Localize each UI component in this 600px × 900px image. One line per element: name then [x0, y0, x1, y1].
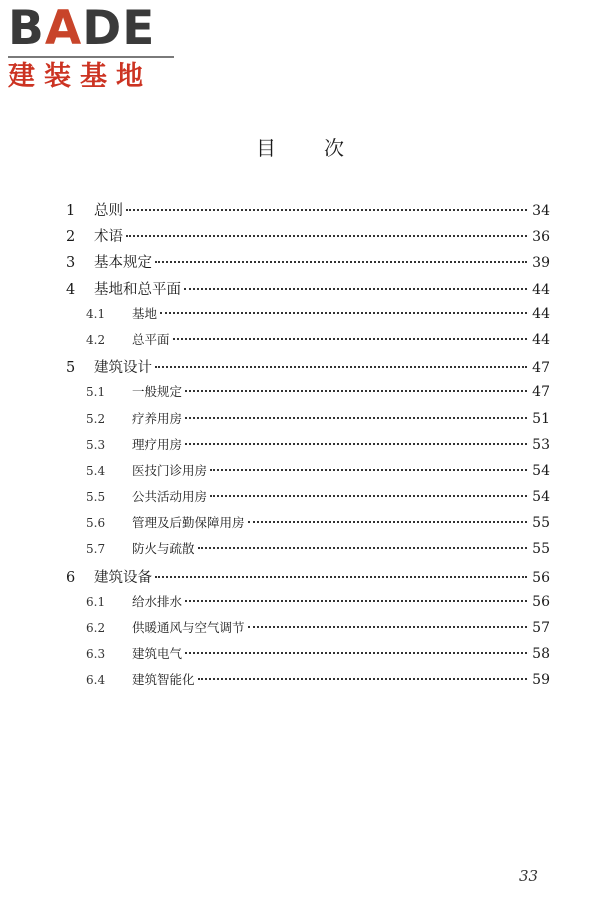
toc-section-title: 建筑智能化	[132, 672, 195, 688]
toc-leader-dots	[185, 443, 527, 445]
toc-subentry[interactable]	[66, 461, 550, 487]
toc-leader-dots	[248, 521, 527, 523]
toc-leader-dots	[198, 547, 527, 549]
toc-entry[interactable]	[66, 278, 550, 304]
toc-page-number: 47	[532, 384, 550, 401]
publisher-logo	[8, 1, 178, 94]
toc-leader-dots	[126, 209, 527, 211]
toc-leader-dots	[126, 235, 527, 237]
toc-subentry[interactable]	[66, 304, 550, 330]
toc-leader-dots	[155, 576, 527, 578]
toc-page-number: 53	[532, 436, 550, 453]
toc-page-number: 51	[532, 410, 550, 427]
toc-section-title: 建筑设备	[94, 569, 152, 586]
toc-section-number: 6.4	[86, 673, 106, 688]
toc-section-title: 防火与疏散	[132, 541, 195, 557]
logo-wordmark	[8, 1, 178, 56]
toc-section-title: 术语	[94, 229, 123, 246]
toc-section-title: 理疗用房	[132, 436, 183, 452]
toc-page-number: 54	[532, 489, 550, 506]
toc-section-number: 5.2	[86, 411, 106, 426]
toc-subentry[interactable]	[66, 618, 550, 644]
logo-letter-a: A	[44, 1, 83, 56]
toc-section-number: 5.7	[86, 542, 106, 557]
toc-subentry[interactable]	[66, 409, 550, 435]
toc-page-number: 58	[532, 646, 550, 663]
toc-subentry[interactable]	[66, 513, 550, 539]
toc-section-title: 一般规定	[132, 384, 183, 400]
logo-chinese-name: 建装基地	[8, 61, 152, 92]
toc-page-number: 56	[532, 593, 550, 610]
toc-section-title: 建筑电气	[132, 646, 183, 662]
toc-leader-dots	[155, 366, 527, 368]
toc-subentry[interactable]	[66, 435, 550, 461]
toc-leader-dots	[198, 678, 527, 680]
toc-leader-dots	[173, 338, 527, 340]
toc-page-number: 57	[532, 620, 550, 636]
toc-subentry[interactable]	[66, 592, 550, 618]
toc-section-number: 4	[66, 281, 76, 298]
toc-section-title: 供暖通风与空气调节	[132, 620, 245, 635]
logo-divider	[8, 56, 174, 58]
toc-section-title: 基地	[132, 305, 158, 321]
page-title: 目次	[256, 136, 392, 160]
toc-subentry[interactable]	[66, 670, 550, 696]
toc-entry[interactable]	[66, 225, 550, 251]
toc-page-number: 55	[532, 515, 550, 532]
toc-section-number: 2	[66, 229, 76, 246]
toc-section-title: 管理及后勤保障用房	[132, 515, 245, 531]
toc-page-number: 44	[532, 305, 550, 322]
toc-section-title: 疗养用房	[132, 410, 183, 426]
toc-section-number: 5.3	[86, 437, 106, 452]
toc-section-number: 3	[66, 255, 76, 272]
table-of-contents	[66, 199, 550, 697]
toc-subentry[interactable]	[66, 539, 550, 565]
page-number: 33	[519, 867, 539, 885]
toc-section-title: 总平面	[132, 331, 170, 347]
toc-entry[interactable]	[66, 356, 550, 382]
toc-section-number: 6	[66, 569, 76, 586]
toc-section-number: 1	[66, 203, 76, 219]
toc-leader-dots	[210, 495, 527, 497]
toc-subentry[interactable]	[66, 487, 550, 513]
toc-section-number: 6.2	[86, 621, 106, 635]
toc-section-title: 建筑设计	[94, 360, 152, 377]
toc-section-number: 4.2	[86, 332, 106, 347]
toc-section-title: 医技门诊用房	[132, 462, 208, 478]
toc-leader-dots	[185, 417, 527, 419]
toc-leader-dots	[160, 312, 527, 314]
toc-section-number: 5	[66, 360, 76, 377]
toc-page-number: 59	[532, 672, 550, 689]
toc-section-number: 6.3	[86, 647, 106, 662]
toc-leader-dots	[210, 469, 527, 471]
toc-section-title: 给水排水	[132, 593, 183, 609]
toc-subentry[interactable]	[66, 330, 550, 356]
logo-letters-de: DE	[82, 1, 156, 56]
toc-page-number: 56	[532, 569, 550, 586]
toc-subentry[interactable]	[66, 644, 550, 670]
toc-section-title: 基地和总平面	[94, 281, 181, 298]
toc-section-title: 总则	[94, 203, 123, 219]
toc-section-title: 基本规定	[94, 255, 152, 272]
logo-letter-b: B	[8, 1, 45, 56]
toc-entry[interactable]	[66, 199, 550, 225]
toc-leader-dots	[185, 652, 527, 654]
toc-page-number: 44	[532, 331, 550, 348]
toc-section-number: 5.4	[86, 463, 106, 478]
toc-leader-dots	[185, 390, 527, 392]
toc-section-number: 5.1	[86, 385, 106, 400]
toc-page-number: 44	[532, 281, 550, 298]
toc-page-number: 55	[532, 541, 550, 558]
toc-leader-dots	[185, 600, 527, 602]
toc-page-number: 54	[532, 462, 550, 479]
toc-leader-dots	[184, 288, 527, 290]
toc-section-title: 公共活动用房	[132, 489, 208, 505]
toc-page-number: 36	[532, 229, 550, 246]
toc-section-number: 6.1	[86, 594, 106, 609]
toc-section-number: 5.5	[86, 490, 106, 505]
toc-entry[interactable]	[66, 566, 550, 592]
toc-section-number: 5.6	[86, 516, 106, 531]
toc-section-number: 4.1	[86, 306, 106, 321]
toc-subentry[interactable]	[66, 382, 550, 408]
toc-leader-dots	[248, 626, 527, 628]
toc-leader-dots	[155, 261, 527, 263]
toc-page-number: 47	[532, 360, 550, 377]
toc-page-number: 39	[532, 255, 550, 272]
toc-page-number: 34	[532, 203, 550, 219]
toc-entry[interactable]	[66, 251, 550, 277]
